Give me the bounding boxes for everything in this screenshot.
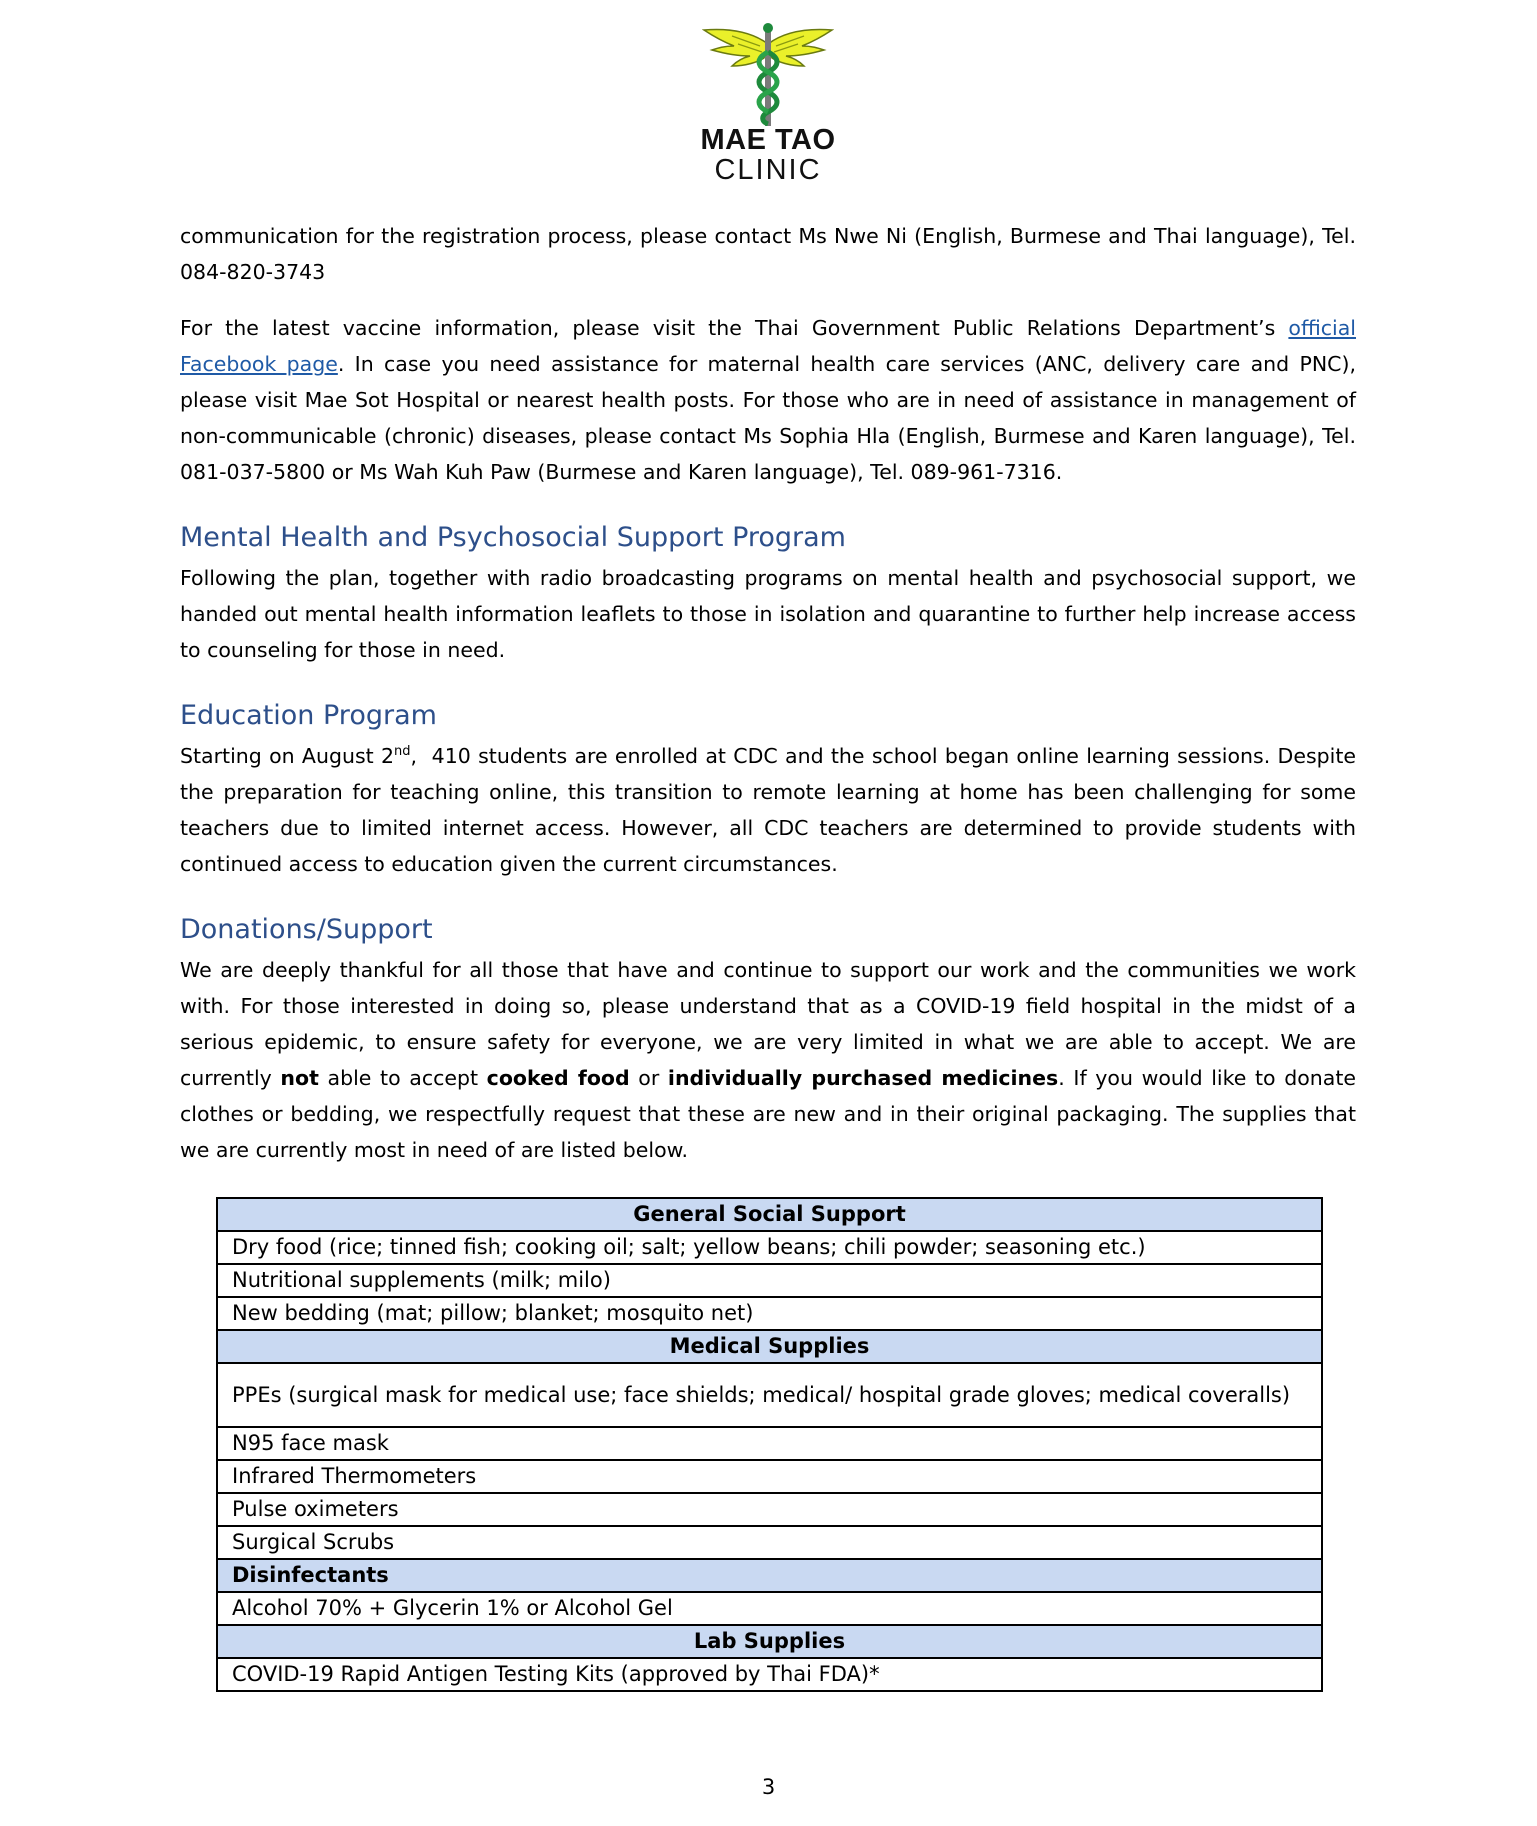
bold-text: individually purchased medicines <box>667 1066 1059 1090</box>
table-row <box>217 1297 1322 1330</box>
paragraph-text: able to accept <box>318 1066 487 1090</box>
bold-text: not <box>280 1066 319 1090</box>
section-heading-education: Education Program <box>180 700 437 731</box>
paragraph-donations <box>180 952 1356 1168</box>
paragraph-education <box>180 738 1363 882</box>
section-heading-mental-health: Mental Health and Psychosocial Support Program <box>180 522 846 553</box>
paragraph-text: or <box>629 1066 668 1090</box>
table-cell: Alcohol 70% + Glycerin 1% or Alcohol Gel <box>217 1592 1322 1625</box>
page-number: 3 <box>761 1775 776 1799</box>
table-row <box>217 1427 1322 1460</box>
table-cell: Infrared Thermometers <box>217 1460 1322 1493</box>
mae-tao-clinic-logo <box>698 22 838 188</box>
table-row <box>217 1264 1322 1297</box>
paragraph-text: For the latest vaccine information, please visit the Thai Government Public Relations Department’s <box>180 316 1289 340</box>
table-cell: Pulse oximeters <box>217 1493 1322 1526</box>
table-cell: PPEs (surgical mask for medical use; face shields; medical/ hospital grade gloves; medical coveralls) <box>217 1363 1322 1427</box>
paragraph-text: Starting on August 2 <box>180 744 395 768</box>
table-group-header-row <box>217 1198 1322 1231</box>
table-group-header: Lab Supplies <box>217 1625 1322 1658</box>
table-group-header-row <box>217 1625 1322 1658</box>
table-group-header: Medical Supplies <box>217 1330 1322 1363</box>
table-group-header: General Social Support <box>217 1198 1322 1231</box>
bold-text: cooked food <box>486 1066 630 1090</box>
table-row <box>217 1526 1322 1559</box>
paragraph-mental-health: Following the plan, together with radio broadcasting programs on mental health and psychosocial support, we handed out mental health information leaflets to those in isolation and quarantine to further help increase access to counseling for those in need. <box>180 566 1356 662</box>
logo-text-mae-tao: MAE TAO <box>700 124 836 156</box>
table-group-header: Disinfectants <box>217 1559 1322 1592</box>
table-cell: Dry food (rice; tinned fish; cooking oil; salt; yellow beans; chili powder; seasoning etc.) <box>217 1231 1322 1264</box>
ordinal-suffix: nd <box>394 744 411 760</box>
table-row <box>217 1658 1322 1691</box>
table-row <box>217 1592 1322 1625</box>
table-row <box>217 1231 1322 1264</box>
paragraph-text: . If you would like to donate clothes or bedding, we respectfully request that these are new and in their original packaging. The supplies that we are currently most in need of are listed below. <box>180 1066 1356 1162</box>
table-cell: N95 face mask <box>217 1427 1322 1460</box>
table-group-header-row <box>217 1330 1322 1363</box>
paragraph-text: . In case you need assistance for maternal health care services (ANC, delivery care and PNC), please visit Mae Sot Hospital or nearest health posts. For those who are in need of assistance in management of non-communicable (chronic) diseases, please contact Ms Sophia Hla (English, Burmese and Karen language), Tel. 081-037-5800 or Ms Wah Kuh Paw (Burmese and Karen language), Tel. 089-961-7316. <box>180 352 1356 484</box>
table-cell: COVID-19 Rapid Antigen Testing Kits (approved by Thai FDA)* <box>217 1658 1322 1691</box>
document-body <box>180 218 1363 1168</box>
table-row <box>217 1460 1322 1493</box>
section-heading-donations: Donations/Support <box>180 914 433 945</box>
table-row <box>217 1363 1322 1427</box>
supplies-needed-table <box>216 1197 1323 1692</box>
paragraph-text: , 410 students are enrolled at CDC and the school began online learning sessions. Despite the preparation for teaching online, this transition to remote learning at home has been challenging for some teachers due to limited internet access. However, all CDC teachers are determined to provide students with continued access to education given the current circumstances. <box>180 744 1363 876</box>
table-group-header-row <box>217 1559 1322 1592</box>
table-row <box>217 1493 1322 1526</box>
paragraph-text: We are deeply thankful for all those that have and continue to support our work and the communities we work with. For those interested in doing so, please understand that as a COVID-19 field hospital in the midst of a serious epidemic, to ensure safety for everyone, we are very limited in what we are able to accept. We are currently <box>180 958 1356 1090</box>
logo-text-clinic: CLINIC <box>714 154 822 186</box>
official-facebook-page-link[interactable]: official Facebook page <box>180 316 1356 376</box>
caduceus-icon <box>702 22 834 126</box>
table-cell: Surgical Scrubs <box>217 1526 1322 1559</box>
paragraph-registration-contact: communication for the registration process, please contact Ms Nwe Ni (English, Burmese and Thai language), Tel. 084-820-3743 <box>180 224 1356 284</box>
table-cell: New bedding (mat; pillow; blanket; mosquito net) <box>217 1297 1322 1330</box>
paragraph-vaccine-information <box>180 310 1356 490</box>
table-cell: Nutritional supplements (milk; milo) <box>217 1264 1322 1297</box>
